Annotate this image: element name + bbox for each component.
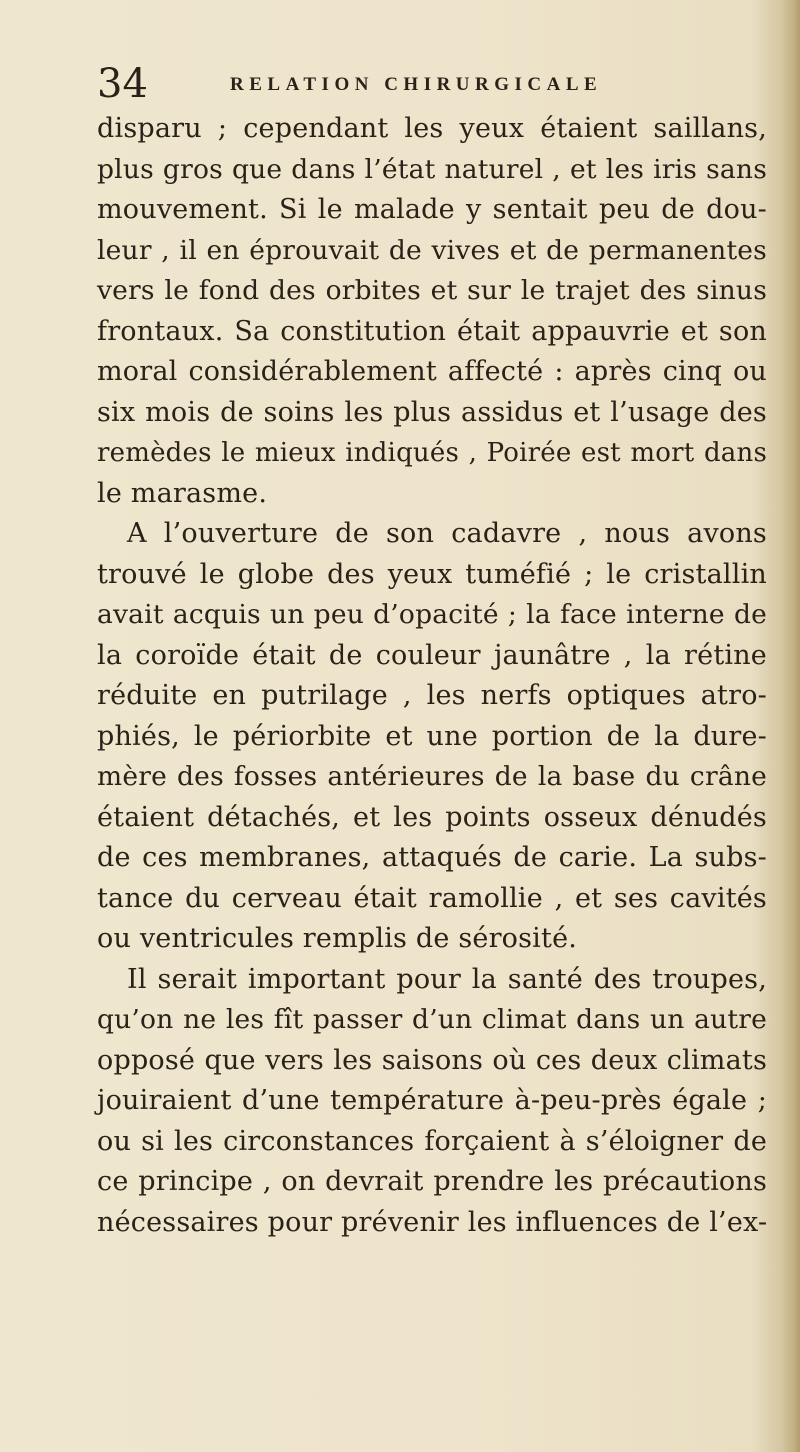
text-line: Il serait important pour la santé des troupes, bbox=[127, 964, 767, 995]
text-line: vers le fond des orbites et sur le trajet des sinus bbox=[97, 275, 767, 306]
text-line: mouvement. Si le malade y sentait peu de dou- bbox=[97, 194, 767, 225]
text-line: jouiraient d’une température à-peu-près égale ; bbox=[97, 1085, 767, 1116]
page-edge-shadow bbox=[782, 0, 800, 1452]
text-line: opposé que vers les saisons où ces deux climats bbox=[97, 1045, 767, 1076]
text-line: frontaux. Sa constitution était appauvrie et son bbox=[97, 316, 767, 347]
text-line: trouvé le globe des yeux tuméfié ; le cristallin bbox=[97, 559, 767, 590]
text-line: leur , il en éprouvait de vives et de permanentes bbox=[97, 235, 767, 266]
text-line: qu’on ne les fît passer d’un climat dans un autre bbox=[97, 1004, 767, 1035]
text-line: disparu ; cependant les yeux étaient saillans, bbox=[97, 113, 767, 144]
text-line: moral considérablement affecté : après cinq ou bbox=[97, 356, 767, 387]
text-line: phiés, le périorbite et une portion de la dure- bbox=[97, 721, 767, 752]
text-line: remèdes le mieux indiqués , Poirée est mort dans bbox=[97, 438, 767, 468]
text-line: plus gros que dans l’état naturel , et les iris sans bbox=[97, 154, 767, 185]
text-line: de ces membranes, attaqués de carie. La subs- bbox=[97, 842, 767, 873]
text-line: mère des fosses antérieures de la base du crâne bbox=[97, 761, 767, 792]
page-number: 34 bbox=[97, 61, 148, 107]
text-line: A l’ouverture de son cadavre , nous avons bbox=[127, 518, 767, 549]
text-line: la coroïde était de couleur jaunâtre , la rétine bbox=[97, 640, 767, 671]
text-line: avait acquis un peu d’opacité ; la face interne de bbox=[97, 599, 767, 630]
text-line: le marasme. bbox=[97, 478, 268, 509]
page-header bbox=[97, 60, 757, 108]
text-line: six mois de soins les plus assidus et l’usage des bbox=[97, 397, 767, 428]
text-line: tance du cerveau était ramollie , et ses cavités bbox=[97, 883, 767, 914]
running-title: RELATION CHIRURGICALE bbox=[230, 74, 603, 95]
text-line: ou ventricules remplis de sérosité. bbox=[97, 923, 578, 954]
text-line: nécessaires pour prévenir les influences de l’ex- bbox=[97, 1207, 768, 1238]
text-line: réduite en putrilage , les nerfs optiques atro- bbox=[97, 680, 767, 711]
text-line: ou si les circonstances forçaient à s’éloigner de bbox=[97, 1126, 767, 1157]
text-line: ce principe , on devrait prendre les précautions bbox=[97, 1166, 767, 1197]
text-line: étaient détachés, et les points osseux dénudés bbox=[97, 802, 767, 833]
